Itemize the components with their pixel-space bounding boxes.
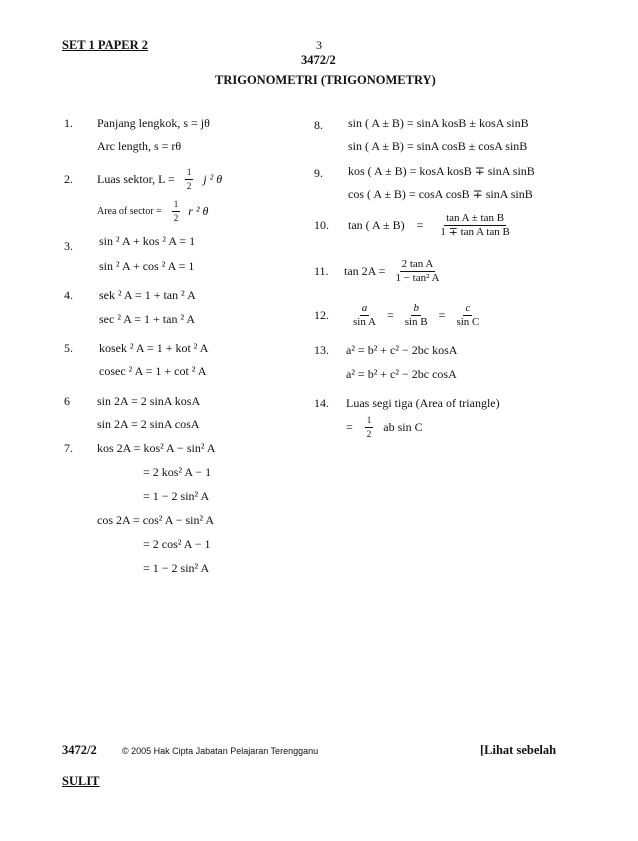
formula-12-den-a: sin A [353,316,376,328]
formula-14-line2 [346,414,423,441]
formula-8-number: 8. [314,118,323,132]
formula-2-frac2-den: 2 [173,213,179,223]
formula-1-line1: Panjang lengkok, s = jθ [97,116,210,130]
page-title: TRIGONOMETRI (TRIGONOMETRY) [215,73,436,87]
formula-2-frac1-den: 2 [186,181,192,191]
formula-8-line2: sin ( A ± B) = sinA cosB ± cosA sinB [348,139,528,153]
formula-1-line2: Arc length, s = rθ [97,139,182,153]
formula-7-line3: = 1 − 2 sin² A [143,489,210,503]
formula-13-line2: a² = b² + c² − 2bc cosA [346,367,457,381]
formula-12-frac-b [403,302,430,329]
formula-10-number: 10. [314,218,329,232]
formula-14-eq: = [346,420,353,434]
formula-7-number: 7. [64,441,73,455]
formula-12-num-a: a [361,302,368,314]
formula-6-line1: sin 2A = 2 sinA kosA [97,394,201,408]
formula-5-line2: cosec ² A = 1 + cot ² A [99,364,207,378]
formula-2-label1: Luas sektor, L = [97,172,175,186]
footer-sulit: SULIT [62,774,100,788]
formula-11-denominator: 1 − tan² A [395,272,440,284]
formula-14-line1: Luas segi tiga (Area of triangle) [346,396,500,410]
formula-6-number: 6 [64,394,70,408]
formula-12-frac-a [351,302,378,329]
footer-code: 3472/2 [62,743,97,757]
formula-6-line2: sin 2A = 2 sinA cosA [97,417,200,431]
formula-2-fraction2 [172,198,181,225]
footer-copyright: © 2005 Hak Cipta Jabatan Pelajaran Terengganu [122,746,319,756]
formula-11-numerator: 2 tan A [401,258,434,270]
formula-10-denominator: 1 ∓ tan A tan B [440,226,510,238]
formula-12 [314,302,484,329]
formula-13-line1: a² = b² + c² − 2bc kosA [346,343,458,357]
formula-2-number: 2. [64,172,73,186]
formula-12-num-b: b [413,302,419,314]
formula-2-label2: Area of sector = [97,206,162,217]
footer-turn-over: [Lihat sebelah [480,743,557,757]
formula-1-number: 1. [64,116,73,130]
formula-7-line1: kos 2A = kos² A − sin² A [97,441,216,455]
formula-5-number: 5. [64,341,73,355]
page-number: 3 [316,38,322,52]
formula-12-num-c: c [465,302,471,314]
formula-11-number: 11. [314,264,329,278]
formula-8-line1: sin ( A ± B) = sinA kosB ± kosA sinB [348,116,529,130]
formula-2-tail1: j ² θ [203,172,223,186]
formula-12-eq1: = [386,308,394,322]
formula-9-line2: cos ( A ± B) = cosA cosB ∓ sinA sinB [348,187,533,201]
formula-12-eq2: = [438,308,446,322]
formula-4-line1: sek ² A = 1 + tan ² A [99,288,196,302]
formula-14-number: 14. [314,396,329,410]
formula-10 [314,212,515,239]
formula-4-number: 4. [64,288,73,302]
formula-12-number: 12. [314,308,329,322]
formula-2-line1 [97,166,222,193]
formula-14-frac-den: 2 [366,429,372,439]
formula-11-fraction [393,258,441,285]
formula-13-number: 13. [314,343,329,357]
formula-2-frac2-num: 1 [172,198,181,212]
formula-14-fraction [365,414,374,441]
formula-4-line2: sec ² A = 1 + tan ² A [99,312,196,326]
formula-7-line5: = 2 cos² A − 1 [143,537,211,551]
formula-10-numerator: tan A ± tan B [446,212,505,224]
formula-9-line1: kos ( A ± B) = kosA kosB ∓ sinA sinB [348,164,535,178]
formula-14-frac-num: 1 [365,414,374,428]
paper-code: 3472/2 [301,53,336,67]
formula-7-line2: = 2 kos² A − 1 [143,465,212,479]
formula-7-line6: = 1 − 2 sin² A [143,561,210,575]
formula-12-frac-c [454,302,481,329]
formula-7-line4: cos 2A = cos² A − sin² A [97,513,215,527]
formula-2-line2 [97,198,208,225]
formula-11 [314,258,444,285]
formula-12-den-b: sin B [404,316,428,328]
formula-11-lhs: tan 2A = [344,264,386,278]
formula-10-fraction [438,212,511,239]
formula-2-tail2: r ² θ [188,204,209,218]
formula-14-tail: ab sin C [383,420,423,434]
formula-3-number: 3. [64,239,73,253]
formula-10-lhs: tan ( A ± B) [348,218,405,232]
formula-2-frac1-num: 1 [185,166,194,180]
header-left: SET 1 PAPER 2 [62,38,149,52]
formula-9-number: 9. [314,166,323,180]
formula-3-line2: sin ² A + cos ² A = 1 [99,259,195,273]
formula-5-line1: kosek ² A = 1 + kot ² A [99,341,209,355]
formula-2-fraction1 [185,166,194,193]
formula-12-den-c: sin C [456,316,480,328]
formula-3-line1: sin ² A + kos ² A = 1 [99,234,196,248]
formula-10-eq: = [416,218,424,232]
